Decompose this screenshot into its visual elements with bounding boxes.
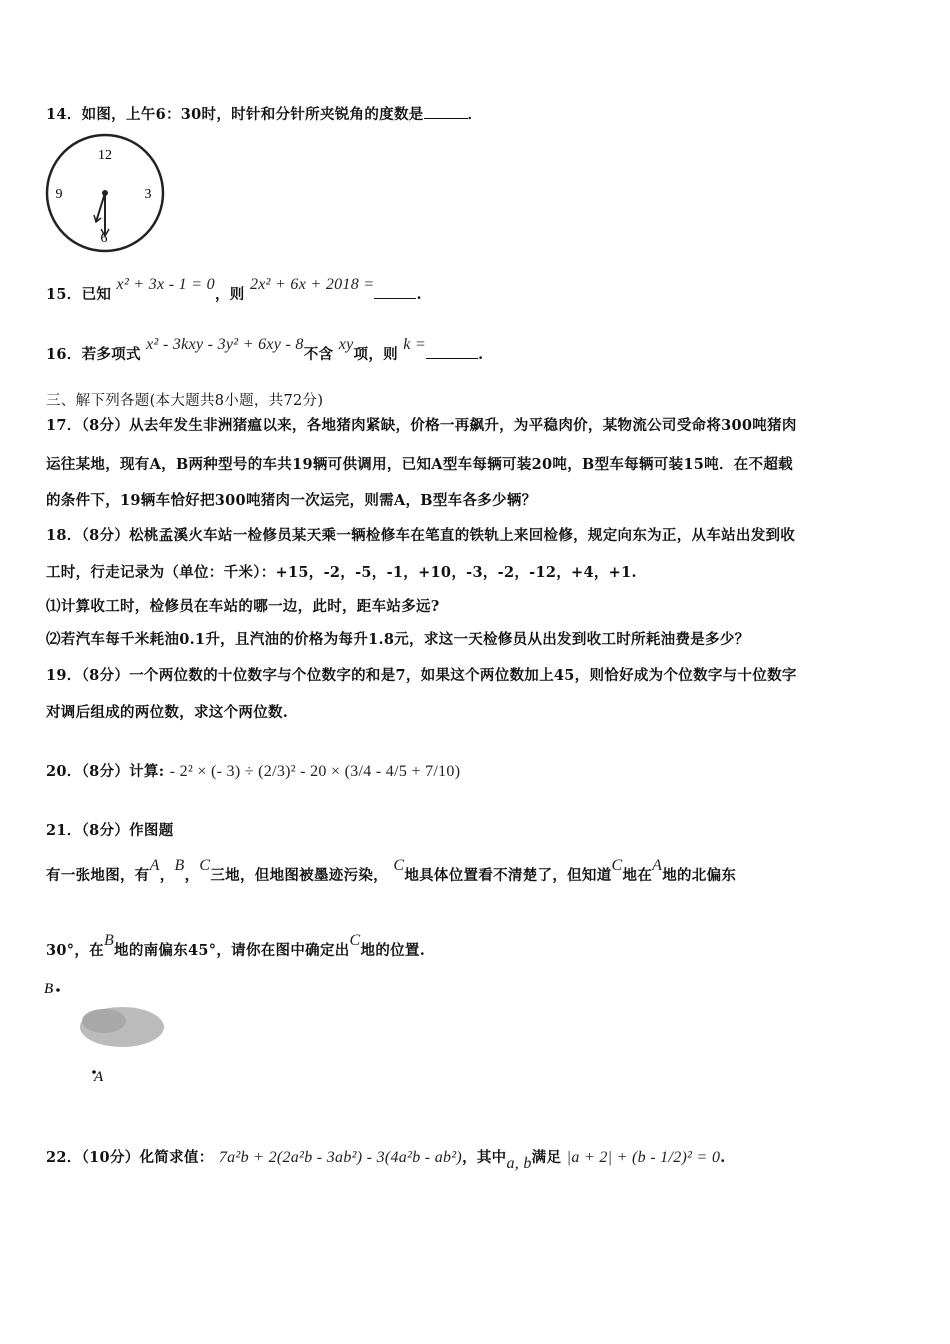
q21-text-5: 地的北偏东 [662, 867, 737, 884]
q22-expression: 7a²b + 2(2a²b - 3ab²) - 3(4a²b - ab²) [218, 1149, 463, 1166]
clock-numeral-9: 9 [55, 187, 63, 202]
map-point-b-label: B [44, 981, 54, 997]
q14-text: 14．如图，上午6：30时，时针和分针所夹锐角的度数是 [46, 106, 424, 123]
q18-line-1: 18．（8分）松桃孟溪火车站一检修员某天乘一辆检修车在笔直的铁轨上来回检修，规定向东为正，从车站出发到收 [46, 527, 796, 544]
q21-title: 21．（8分）作图题 [46, 822, 174, 839]
ink-stain-dark [82, 1009, 126, 1033]
q18-line-2: 工时，行走记录为（单位：千米）：+15，-2，-5，-1，+10，-3，-2，-12，+4，+1. [46, 564, 637, 581]
question-15 [46, 276, 422, 304]
answer-blank [426, 358, 478, 359]
q16-k: k = [403, 336, 427, 353]
q22-mid2: 满足 [531, 1149, 562, 1166]
q17-line-2: 运往某地，现有A，B两种型号的车共19辆可供调用，已知A型车每辆可装20吨，B型车每辆可装15吨．在不超载 [46, 456, 793, 473]
section-heading: 三、解下列各题(本大题共8小题，共72分) [46, 393, 324, 409]
q22-mid: ，其中 [462, 1149, 507, 1166]
q21-text-6: 30°，在 [46, 942, 104, 959]
map-figure [44, 975, 204, 1085]
point-a-label: A [149, 857, 160, 874]
q22-variables: a, b [506, 1155, 532, 1172]
q20-expression: - 2² × (- 3) ÷ (2/3)² - 20 × (3/4 - 4/5 + 7/10) [169, 763, 461, 780]
q18-part-2: ⑵若汽车每千米耗油0.1升，且汽油的价格为每升1.8元，求这一天检修员从出发到收工时所耗油费是多少？ [46, 631, 750, 648]
q21-text-4: 地在 [622, 867, 653, 884]
clock-numeral-6: 6 [100, 231, 108, 246]
q16-prefix: 16．若多项式 [46, 346, 141, 363]
clock-numeral-12: 12 [98, 148, 112, 163]
q17-line-3: 的条件下，19辆车恰好把300吨猪肉一次运完，则需A，B型车各多少辆？ [46, 492, 537, 509]
q16-mid1: 不含 [303, 346, 334, 363]
q15-equation: x² + 3x - 1 = 0 [116, 276, 215, 293]
q17-line-1: 17．（8分）从去年发生非洲猪瘟以来，各地猪肉紧缺，价格一再飙升，为平稳肉价，某物流公司受命将300吨猪肉 [46, 417, 797, 434]
clock-figure [44, 132, 166, 254]
answer-blank [374, 298, 416, 299]
map-point-a-label: A [94, 1069, 104, 1085]
q18-part-1: ⑴计算收工时，检修员在车站的哪一边，此时，距车站多远? [46, 598, 440, 615]
q21-text-3: 地具体位置看不清楚了，但知道 [404, 867, 612, 884]
question-20 [46, 760, 460, 781]
point-b-label: B [174, 857, 185, 874]
q21-text-1: 有一张地图，有 [46, 867, 150, 884]
q16-end: . [478, 346, 484, 363]
q22-condition: |a + 2| + (b - 1/2)² = 0 [566, 1149, 721, 1166]
q15-end: . [416, 286, 422, 303]
point-a-label: A [652, 857, 663, 874]
q21-comma-1: ， [159, 867, 175, 884]
q15-expression: 2x² + 6x + 2018 = [249, 276, 375, 293]
q15-prefix: 15．已知 [46, 286, 112, 303]
q21-line-1 [46, 857, 737, 885]
point-b-label: B [103, 932, 115, 949]
point-c-label: C [611, 857, 623, 874]
q22-end: . [720, 1149, 726, 1166]
q21-text-2: 三地，但地图被墨迹污染， [210, 867, 388, 884]
q19-line-1: 19．（8分）一个两位数的十位数字与个位数字的和是7，如果这个两位数加上45，则恰好成为个位数字与十位数字 [46, 667, 797, 684]
point-c-label: C [393, 857, 405, 874]
map-point-b [56, 988, 60, 992]
q21-comma-2: ， [184, 867, 200, 884]
point-c-label: C [349, 932, 361, 949]
clock-center [102, 190, 108, 196]
q16-polynomial: x² - 3kxy - 3y² + 6xy - 8 [146, 336, 304, 353]
question-16 [46, 336, 484, 364]
q20-prefix: 20．（8分）计算: [46, 763, 165, 780]
clock-numeral-3: 3 [144, 187, 152, 202]
q14-end: ． [467, 106, 483, 123]
point-c-label: C [199, 857, 211, 874]
q16-term: xy [338, 336, 354, 353]
q21-text-8: 地的位置. [360, 942, 426, 959]
q15-mid: ，则 [214, 286, 245, 303]
question-22 [46, 1146, 726, 1172]
q22-prefix: 22．（10分）化简求值： [46, 1149, 214, 1166]
q16-mid2: 项，则 [353, 346, 398, 363]
q19-line-2: 对调后组成的两位数，求这个两位数. [46, 704, 289, 721]
question-14 [46, 103, 482, 124]
answer-blank [424, 118, 468, 119]
q21-line-2 [46, 932, 426, 960]
q21-text-7: 地的南偏东45°，请你在图中确定出 [114, 942, 350, 959]
